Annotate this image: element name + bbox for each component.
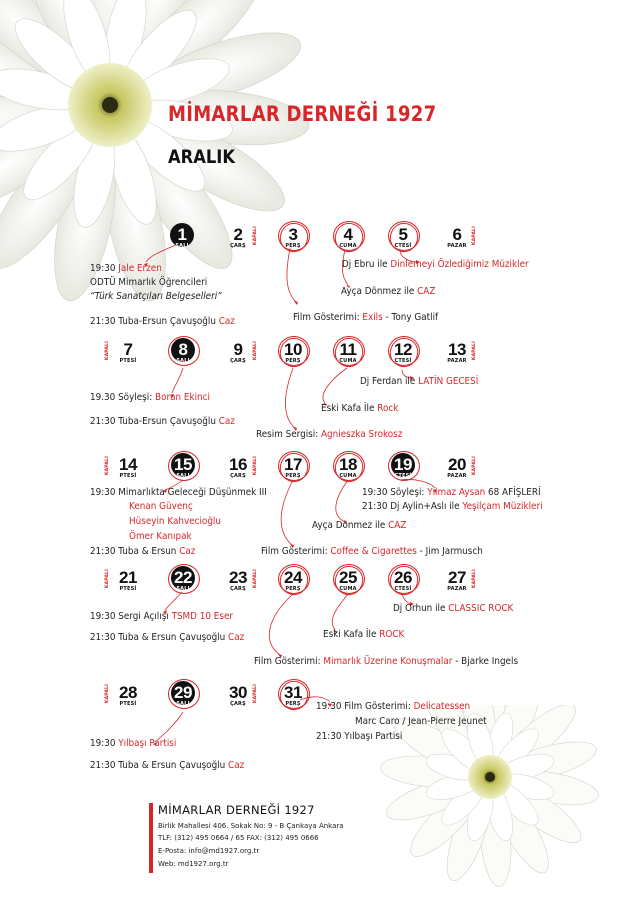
event-tuba-ersun [90, 316, 235, 327]
event-highlight: Exils [362, 312, 383, 323]
day-number: 14 [119, 455, 137, 474]
event-speaker [129, 501, 193, 512]
event-highlight: ROCK [379, 629, 405, 640]
event-film-mimarlik [254, 656, 518, 667]
closed-label: KAPALI [105, 684, 110, 704]
footer-title: MİMARLAR DERNEĞİ 1927 [158, 803, 315, 817]
closed-label: KAPALI [253, 456, 258, 476]
speaker-name: Kenan Güvenç [129, 501, 193, 512]
day-name: CUMA [339, 473, 357, 479]
day-6 [439, 225, 481, 259]
event-text: Dj Ferdan ile [360, 376, 419, 387]
day-number: 13 [448, 340, 466, 359]
event-highlight: Caz [228, 760, 245, 771]
event-text: Film Gösterimi: [254, 656, 324, 667]
event-text: Eski Kafa İle [323, 629, 380, 640]
day-number: 19 [394, 455, 412, 474]
day-name: ÇARŞ [230, 473, 246, 479]
day-number: 5 [398, 225, 408, 244]
day-name: ÇARŞ [230, 358, 246, 364]
event-text: 21:30 Tuba-Ersun Çavuşoğlu [90, 416, 219, 427]
footer-address: Birlik Mahallesi 406. Sokak No: 9 - B Çankaya Ankara [158, 822, 344, 830]
day-number: 8 [178, 340, 188, 359]
event-text: Dj Orhun ile [393, 603, 449, 614]
day-number: 23 [229, 568, 247, 587]
day-name: PERŞ [285, 358, 301, 364]
day-name: CTESİ [394, 586, 412, 592]
day-name: SALI [175, 243, 189, 249]
day-number: 22 [174, 568, 192, 587]
day-name: ÇARŞ [230, 701, 246, 707]
day-27 [439, 568, 481, 602]
event-text: Film Gösterimi: [293, 312, 363, 323]
event-dj-aylin-asli [362, 501, 543, 512]
day-5 [385, 225, 427, 259]
event-text: 21:30 Dj Aylin+Aslı ile [362, 501, 463, 512]
day-number: 21 [119, 568, 137, 587]
day-16 [220, 455, 262, 489]
event-highlight: Delicatessen [413, 701, 471, 712]
closed-label: KAPALI [472, 226, 477, 246]
day-name: CUMA [339, 243, 357, 249]
event-line: “Türk Sanatçıları Belgeselleri” [90, 291, 222, 302]
event-yilbasi-partisi: 21:30 Yılbaşı Partisi [316, 731, 403, 742]
event-text: Ayça Dönmez ile [312, 520, 389, 531]
day-name: PERŞ [285, 473, 301, 479]
event-text: 19.30 Söyleşi: [90, 392, 156, 403]
event-text: 21:30 Tuba & Ersun Çavuşoğlu [90, 760, 229, 771]
event-highlight: TSMD 10 Eser [171, 611, 234, 622]
event-ayca-donmez [312, 520, 406, 531]
event-line: ODTÜ Mimarlık Öğrencileri [90, 277, 208, 288]
event-highlight: Yılmaz Aysan [427, 487, 486, 498]
day-number: 17 [284, 455, 302, 474]
day-number: 25 [339, 568, 357, 587]
day-number: 11 [339, 340, 357, 359]
event-text: Film Gösterimi: [261, 546, 331, 557]
day-17 [275, 455, 317, 489]
day-26 [385, 568, 427, 602]
event-speaker [129, 531, 192, 542]
day-11 [330, 340, 372, 374]
event-speaker [129, 516, 221, 527]
day-23 [220, 568, 262, 602]
event-dj-ebru [342, 259, 529, 270]
event-highlight: CAZ [388, 520, 407, 531]
event-text: 21:30 Tuba-Ersun Çavuşoğlu [90, 316, 219, 327]
day-number: 6 [452, 225, 462, 244]
closed-label: KAPALI [472, 569, 477, 589]
event-ayca-donmez [341, 286, 435, 297]
day-10 [275, 340, 317, 374]
event-text: - Tony Gatlif [382, 312, 439, 323]
day-12 [385, 340, 427, 374]
day-15 [165, 455, 207, 489]
closed-label: KAPALI [105, 456, 110, 476]
day-name: PAZAR [447, 358, 467, 364]
day-name: CTESİ [394, 243, 412, 249]
event-jale-erzen [90, 263, 162, 274]
day-number: 4 [343, 225, 353, 244]
event-sergi-acilisi [90, 611, 233, 622]
day-number: 3 [288, 225, 298, 244]
day-number: 29 [174, 683, 192, 702]
day-number: 24 [284, 568, 302, 587]
event-text: Resim Sergisi: [256, 429, 322, 440]
day-29 [165, 683, 207, 717]
day-name: ÇARŞ [230, 243, 246, 249]
day-28 [105, 683, 152, 717]
day-name: PAZAR [447, 243, 467, 249]
day-9 [220, 340, 262, 374]
day-number: 20 [448, 455, 466, 474]
event-text: 19:30 [90, 738, 119, 749]
event-highlight: Caz [218, 316, 235, 327]
day-number: 16 [229, 455, 247, 474]
day-name: PERŞ [285, 586, 301, 592]
event-tuba-ersun [90, 416, 235, 427]
day-number: 27 [448, 568, 466, 587]
day-number: 18 [339, 455, 357, 474]
day-number: 31 [284, 683, 302, 702]
day-name: PERŞ [285, 701, 301, 707]
day-18 [330, 455, 372, 489]
day-4 [330, 225, 372, 259]
closed-label: KAPALI [105, 569, 110, 589]
event-dj-orhun [393, 603, 513, 614]
event-highlight: Rock [377, 403, 399, 414]
day-number: 2 [233, 225, 243, 244]
event-soylesi-boran [90, 392, 210, 403]
event-highlight: Caz [228, 632, 245, 643]
day-14 [105, 455, 152, 489]
event-text: Dj Ebru ile [342, 259, 391, 270]
closed-label: KAPALI [105, 341, 110, 361]
day-25 [330, 568, 372, 602]
day-number: 10 [284, 340, 302, 359]
speaker-name: Hüseyin Kahvecioğlu [129, 516, 221, 527]
day-name: ÇARŞ [230, 586, 246, 592]
footer-email[interactable]: E-Posta: info@md1927.org.tr [158, 847, 260, 855]
closed-label: KAPALI [253, 569, 258, 589]
closed-label: KAPALI [253, 226, 258, 246]
footer-phone: TLF: (312) 495 0664 / 65 FAX: (312) 495 0666 [158, 834, 319, 842]
day-name: CUMA [339, 586, 357, 592]
event-time: 19:30 [90, 263, 119, 274]
event-highlight: Yeşilçam Müzikleri [462, 501, 543, 512]
event-highlight: Jale Erzen [118, 263, 162, 274]
day-3 [275, 225, 317, 259]
event-highlight: Agnieszka Srokosz [321, 429, 403, 440]
event-highlight: Dinlemeyi Özlediğimiz Müzikler [390, 259, 529, 270]
day-name: PAZAR [447, 586, 467, 592]
footer-accent-bar [149, 803, 153, 873]
day-22 [165, 568, 207, 602]
day-name: PTESİ [119, 473, 137, 479]
day-21 [105, 568, 152, 602]
event-yilbasi-partisi [90, 738, 176, 749]
day-7 [105, 340, 152, 374]
event-highlight: Caz [218, 416, 235, 427]
day-number: 1 [177, 225, 187, 244]
event-text: Ayça Dönmez ile [341, 286, 418, 297]
day-name: PERŞ [285, 243, 301, 249]
day-24 [275, 568, 317, 602]
event-dj-ferdan [360, 376, 478, 387]
closed-label: KAPALI [472, 341, 477, 361]
event-highlight: Caz [179, 546, 196, 557]
day-number: 7 [123, 340, 133, 359]
day-13 [439, 340, 481, 374]
day-number: 15 [174, 455, 192, 474]
day-8 [165, 340, 207, 374]
day-name: SALI [176, 473, 190, 479]
event-highlight: CAZ [417, 286, 436, 297]
day-number: 9 [233, 340, 243, 359]
speaker-name: Ömer Kanıpak [129, 531, 192, 542]
event-eski-kafa [323, 629, 404, 640]
day-2 [220, 225, 262, 259]
event-text: 19:30 Sergi Açılışı [90, 611, 172, 622]
event-text: 21:30 Tuba & Ersun [90, 546, 180, 557]
event-resim-sergisi [256, 429, 402, 440]
day-name: CTESİ [394, 473, 412, 479]
event-line: Marc Caro / Jean-Pierre Jeunet [355, 716, 487, 727]
event-soylesi-yilmaz [362, 487, 541, 498]
day-name: CUMA [339, 358, 357, 364]
event-mimarlikta-gelecegi: 19:30 Mimarlıkta Geleceği Düşünmek III [90, 487, 267, 498]
day-name: SALI [176, 701, 190, 707]
event-film-coffee [261, 546, 483, 557]
day-1 [164, 225, 206, 259]
event-highlight: Coffee & Cigarettes [330, 546, 417, 557]
month-title: ARALIK [168, 146, 236, 168]
day-19 [385, 455, 427, 489]
day-name: PTESİ [119, 586, 137, 592]
day-number: 12 [394, 340, 412, 359]
event-eski-kafa [321, 403, 398, 414]
day-number: 30 [229, 683, 247, 702]
event-text: 21:30 Tuba & Ersun Çavuşoğlu [90, 632, 229, 643]
page-title: MİMARLAR DERNEĞİ 1927 [168, 102, 437, 126]
event-text: - Bjarke Ingels [452, 656, 519, 667]
event-highlight: CLASSIC ROCK [448, 603, 514, 614]
day-31 [275, 683, 317, 717]
day-30 [220, 683, 262, 717]
day-name: SALI [176, 358, 190, 364]
day-name: CTESİ [394, 358, 412, 364]
closed-label: KAPALI [472, 456, 477, 476]
day-number: 28 [119, 683, 137, 702]
event-text: 19:30 Film Gösterimi: [316, 701, 414, 712]
event-tuba-ersun [90, 760, 244, 771]
event-highlight: LATİN GECESİ [418, 376, 479, 387]
day-name: PTESİ [119, 701, 137, 707]
day-number: 26 [394, 568, 412, 587]
day-name: PAZAR [447, 473, 467, 479]
closed-label: KAPALI [253, 341, 258, 361]
closed-label: KAPALI [253, 684, 258, 704]
event-tuba-ersun [90, 546, 195, 557]
event-highlight: Mimarlık Üzerine Konuşmalar [323, 656, 453, 667]
event-highlight: Boran Ekinci [155, 392, 210, 403]
event-tuba-ersun [90, 632, 244, 643]
event-film-delicatessen [316, 701, 470, 712]
event-highlight: Yılbaşı Partisi [118, 738, 177, 749]
event-text: 19:30 Söyleşi: [362, 487, 428, 498]
event-film-exils [293, 312, 438, 323]
event-text: - Jim Jarmusch [416, 546, 483, 557]
event-text: 68 AFİŞLERİ [485, 487, 541, 498]
day-name: PTESİ [119, 358, 137, 364]
event-text: Eski Kafa İle [321, 403, 378, 414]
day-name: SALI [176, 586, 190, 592]
footer-web[interactable]: Web: md1927.org.tr [158, 860, 229, 868]
day-20 [439, 455, 481, 489]
